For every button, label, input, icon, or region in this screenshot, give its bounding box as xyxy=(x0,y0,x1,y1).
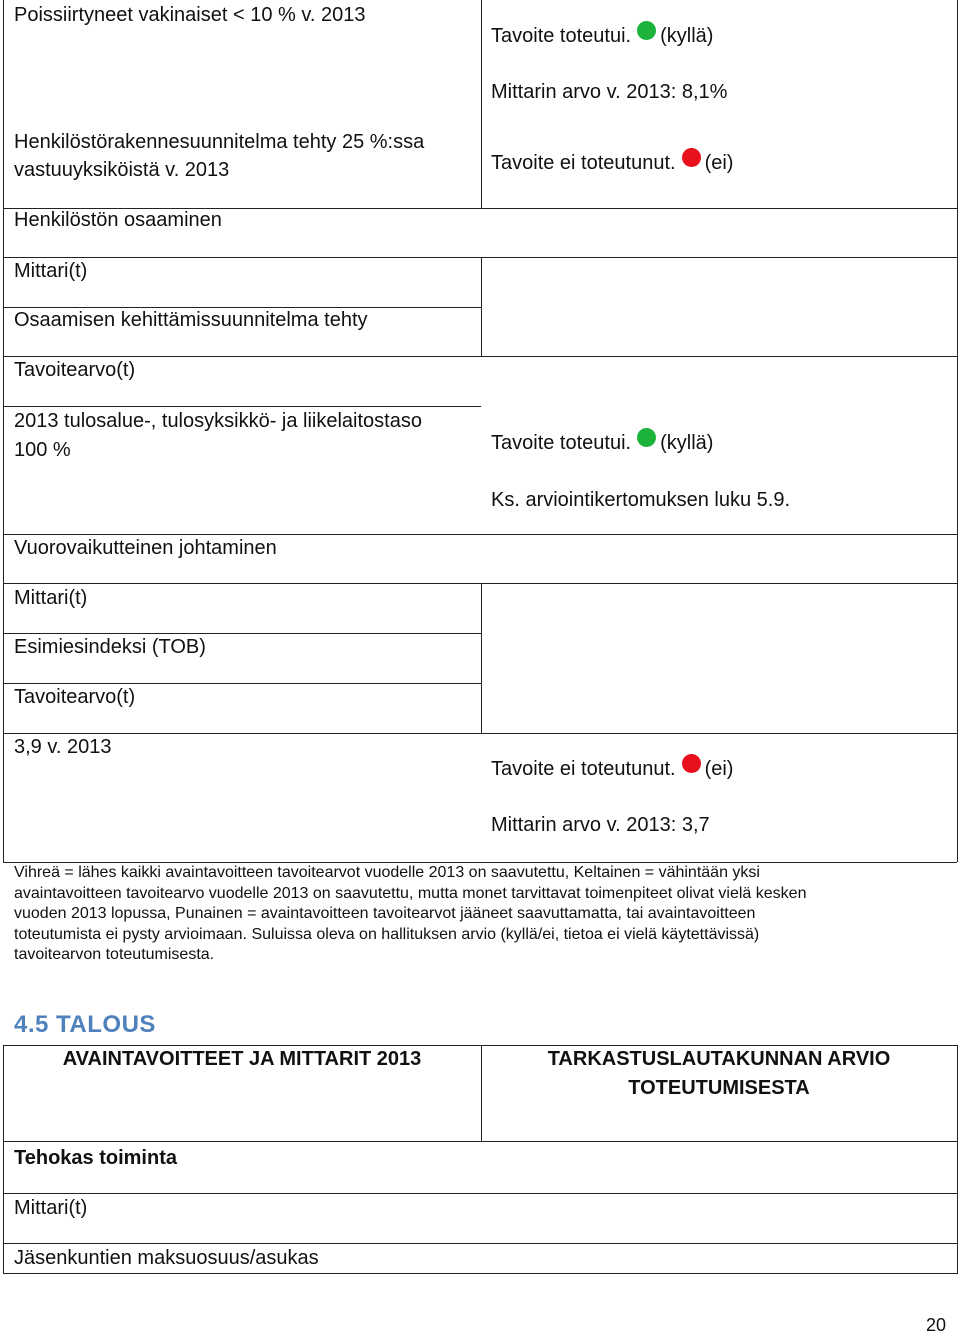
table-rule xyxy=(3,733,957,734)
talous-col-right-header-line1: TARKASTUSLAUTAKUNNAN ARVIO xyxy=(547,1048,891,1070)
table-rule xyxy=(3,1141,957,1142)
row1-assessment xyxy=(491,21,713,49)
mittari-value: Osaamisen kehittämissuunnitelma tehty xyxy=(14,309,368,331)
section-heading-talous: 4.5 TALOUS xyxy=(14,1011,156,1038)
table2-border-left xyxy=(3,1045,4,1274)
mittari-value: Jäsenkuntien maksuosuus/asukas xyxy=(14,1247,319,1269)
legend-line: tavoitearvon toteutumisesta. xyxy=(14,946,215,963)
green-status-dot-icon xyxy=(637,21,656,40)
green-status-dot-icon xyxy=(637,428,656,447)
red-status-dot-icon xyxy=(682,148,701,167)
legend-line: toteutumista ei pysty arvioimaan. Suluissa oleva on hallituksen arvio (kyllä/ei, tietoa ei vielä käytettävissä) xyxy=(14,925,760,943)
johtaminen-assessment xyxy=(491,754,733,782)
table-rule xyxy=(3,406,481,407)
mittari-value: Esimiesindeksi (TOB) xyxy=(14,636,206,658)
row2-goal-line2: vastuuyksiköistä v. 2013 xyxy=(14,159,230,181)
table-border-right xyxy=(957,0,958,862)
tavoitearvo-value-line1: 2013 tulosalue-, tulosyksikkö- ja liikelaitostaso xyxy=(14,410,422,432)
mittari-label: Mittari(t) xyxy=(14,1197,88,1219)
metric-value-1: Mittarin arvo v. 2013: 8,1% xyxy=(491,81,728,103)
assessment-status: Tavoite toteutui. xyxy=(491,432,632,454)
table2-border-right xyxy=(957,1045,958,1274)
row2-assessment xyxy=(491,148,733,176)
mittari-label: Mittari(t) xyxy=(14,587,88,609)
assessment-verdict: (kyllä) xyxy=(660,25,714,47)
table-rule xyxy=(3,1273,957,1274)
section-heading-johtaminen: Vuorovaikutteinen johtaminen xyxy=(14,537,277,559)
table-rule xyxy=(3,356,957,357)
section-heading-osaaminen: Henkilöstön osaaminen xyxy=(14,209,222,231)
table-rule xyxy=(3,1193,957,1194)
talous-subheading: Tehokas toiminta xyxy=(14,1147,177,1169)
table-border-mid-1 xyxy=(481,0,482,208)
osaaminen-assessment xyxy=(491,428,713,456)
table-rule xyxy=(3,1243,957,1244)
legend-line: Vihreä = lähes kaikki avaintavoitteen tavoitearvot vuodelle 2013 on saavutettu, Keltainen = vähintään yksi xyxy=(14,864,760,881)
row1-goal: Poissiirtyneet vakinaiset < 10 % v. 2013 xyxy=(14,4,366,26)
mittari-label: Mittari(t) xyxy=(14,260,88,282)
page-number: 20 xyxy=(925,1315,946,1335)
legend-line: vuoden 2013 lopussa, Punainen = avaintavoitteen tavoitearvot jääneet saavuttamatta, tai avaintavoitteen xyxy=(14,905,756,922)
row2-goal-line1: Henkilöstörakennesuunnitelma tehty 25 %:ssa xyxy=(14,131,425,153)
assessment-verdict: (ei) xyxy=(704,758,734,780)
table-border-mid-3 xyxy=(481,583,482,733)
assessment-status: Tavoite toteutui. xyxy=(491,25,632,47)
red-status-dot-icon xyxy=(682,754,701,773)
tavoitearvo-value-line2: 100 % xyxy=(14,439,71,461)
assessment-status: Tavoite ei toteutunut. xyxy=(491,152,676,174)
osaaminen-note: Ks. arviointikertomuksen luku 5.9. xyxy=(491,489,791,511)
talous-col-right-header-line2: TOTEUTUMISESTA xyxy=(628,1077,810,1099)
legend-text xyxy=(14,863,954,966)
assessment-verdict: (kyllä) xyxy=(660,432,714,454)
tavoitearvo-value: 3,9 v. 2013 xyxy=(14,736,112,758)
assessment-status: Tavoite ei toteutunut. xyxy=(491,758,676,780)
tavoitearvo-label: Tavoitearvo(t) xyxy=(14,686,136,708)
table-border-mid-2 xyxy=(481,257,482,357)
legend-line: avaintavoitteen tavoitearvo vuodelle 2013 on saavutettu, mutta monet tarvittavat toimenpiteet olivat vielä kesken xyxy=(14,884,807,902)
talous-col-left-header: AVAINTAVOITTEET JA MITTARIT 2013 xyxy=(62,1048,422,1070)
assessment-verdict: (ei) xyxy=(704,152,734,174)
table-rule xyxy=(3,583,957,584)
table-rule xyxy=(3,257,957,258)
tavoitearvo-label: Tavoitearvo(t) xyxy=(14,359,136,381)
johtaminen-metric-value: Mittarin arvo v. 2013: 3,7 xyxy=(491,814,710,836)
